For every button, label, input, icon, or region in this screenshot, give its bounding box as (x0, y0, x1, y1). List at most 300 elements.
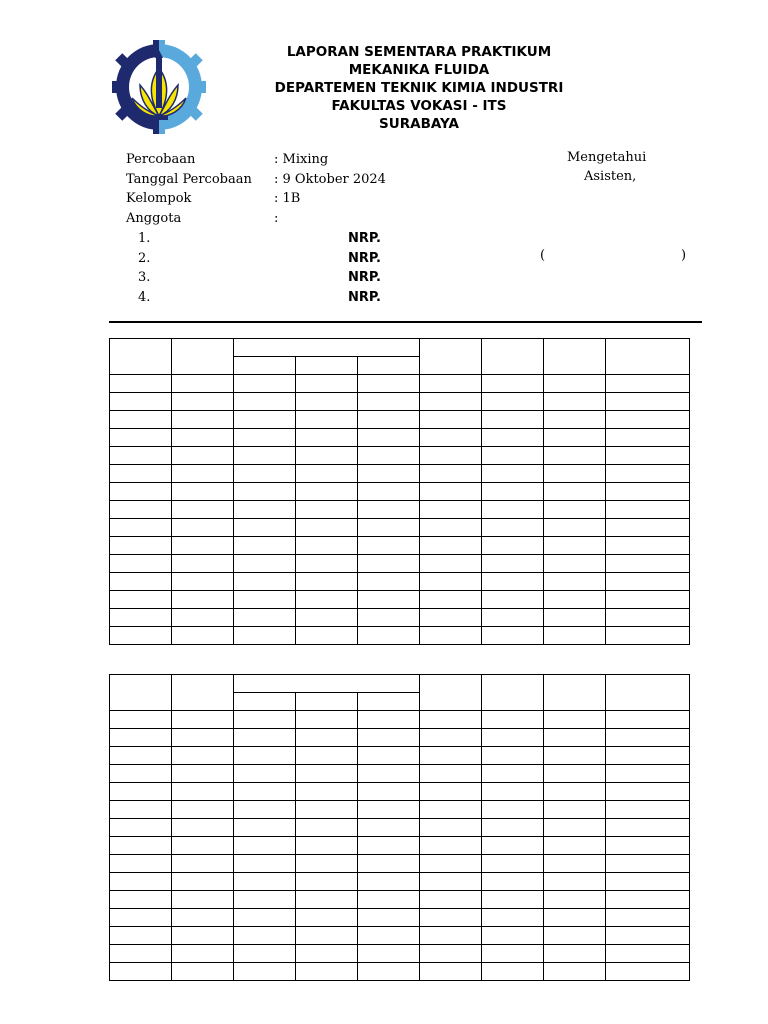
header-cell[interactable] (606, 675, 690, 711)
table-cell[interactable] (544, 783, 606, 801)
data-table-2 (109, 674, 690, 981)
table-cell[interactable] (172, 519, 234, 537)
table-cell[interactable] (234, 747, 296, 765)
table-cell[interactable] (544, 819, 606, 837)
table-cell[interactable] (172, 627, 234, 645)
table-cell[interactable] (420, 609, 482, 627)
table-cell[interactable] (296, 927, 358, 945)
table-cell[interactable] (172, 729, 234, 747)
header-cell[interactable] (172, 339, 234, 375)
table-cell[interactable] (544, 801, 606, 819)
table-cell[interactable] (420, 747, 482, 765)
table-cell[interactable] (482, 801, 544, 819)
table-cell[interactable] (420, 819, 482, 837)
table-cell[interactable] (110, 909, 172, 927)
table-cell[interactable] (482, 711, 544, 729)
table-cell[interactable] (110, 627, 172, 645)
subheader-cell[interactable] (234, 693, 296, 711)
table-cell[interactable] (544, 465, 606, 483)
table-cell[interactable] (420, 765, 482, 783)
table-cell[interactable] (482, 819, 544, 837)
table-cell[interactable] (358, 447, 420, 465)
table-cell[interactable] (482, 891, 544, 909)
table-cell[interactable] (110, 927, 172, 945)
table-cell[interactable] (234, 837, 296, 855)
table-cell[interactable] (544, 573, 606, 591)
table-cell[interactable] (296, 627, 358, 645)
table-cell[interactable] (296, 765, 358, 783)
table-cell[interactable] (606, 783, 690, 801)
table-cell[interactable] (606, 909, 690, 927)
table-cell[interactable] (358, 819, 420, 837)
table-cell[interactable] (606, 927, 690, 945)
table-cell[interactable] (544, 873, 606, 891)
table-cell[interactable] (358, 519, 420, 537)
table-cell[interactable] (172, 429, 234, 447)
table-cell[interactable] (606, 501, 690, 519)
table-cell[interactable] (358, 801, 420, 819)
table-cell[interactable] (606, 963, 690, 981)
table-row (110, 447, 690, 465)
table-cell[interactable] (358, 573, 420, 591)
table-cell[interactable] (358, 963, 420, 981)
table-cell[interactable] (544, 891, 606, 909)
table-cell[interactable] (234, 555, 296, 573)
table-cell[interactable] (110, 609, 172, 627)
table-cell[interactable] (358, 855, 420, 873)
table-cell[interactable] (358, 537, 420, 555)
table-cell[interactable] (482, 501, 544, 519)
table-cell[interactable] (234, 711, 296, 729)
table-cell[interactable] (296, 711, 358, 729)
table-cell[interactable] (110, 537, 172, 555)
table-cell[interactable] (358, 501, 420, 519)
table-cell[interactable] (172, 765, 234, 783)
table-cell[interactable] (606, 873, 690, 891)
table-cell[interactable] (606, 519, 690, 537)
table-cell[interactable] (296, 465, 358, 483)
table-cell[interactable] (420, 501, 482, 519)
table-cell[interactable] (110, 465, 172, 483)
table-cell[interactable] (358, 945, 420, 963)
table-cell[interactable] (296, 375, 358, 393)
table-cell[interactable] (110, 801, 172, 819)
table-cell[interactable] (482, 483, 544, 501)
table-cell[interactable] (358, 591, 420, 609)
table-cell[interactable] (606, 483, 690, 501)
table-cell[interactable] (606, 765, 690, 783)
table-row (110, 465, 690, 483)
table-cell[interactable] (172, 837, 234, 855)
table-cell[interactable] (110, 783, 172, 801)
table-cell[interactable] (482, 837, 544, 855)
table-cell[interactable] (296, 555, 358, 573)
table-cell[interactable] (234, 411, 296, 429)
table-cell[interactable] (358, 627, 420, 645)
table-cell[interactable] (172, 747, 234, 765)
table-cell[interactable] (420, 873, 482, 891)
table-cell[interactable] (296, 537, 358, 555)
table-cell[interactable] (172, 963, 234, 981)
table-cell[interactable] (110, 891, 172, 909)
table-cell[interactable] (172, 819, 234, 837)
table-cell[interactable] (110, 447, 172, 465)
table-cell[interactable] (358, 765, 420, 783)
table-cell[interactable] (544, 729, 606, 747)
table-cell[interactable] (544, 537, 606, 555)
table-cell[interactable] (482, 963, 544, 981)
header-cell[interactable] (482, 339, 544, 375)
table-cell[interactable] (234, 765, 296, 783)
table-cell[interactable] (606, 837, 690, 855)
table-cell[interactable] (296, 411, 358, 429)
table-cell[interactable] (482, 855, 544, 873)
table-cell[interactable] (606, 729, 690, 747)
table-cell[interactable] (172, 555, 234, 573)
table-cell[interactable] (482, 873, 544, 891)
table-cell[interactable] (420, 393, 482, 411)
table-cell[interactable] (234, 483, 296, 501)
table-cell[interactable] (420, 891, 482, 909)
table-cell[interactable] (358, 747, 420, 765)
table-cell[interactable] (420, 573, 482, 591)
table-cell[interactable] (420, 801, 482, 819)
table-cell[interactable] (420, 837, 482, 855)
table-cell[interactable] (420, 447, 482, 465)
table-cell[interactable] (606, 891, 690, 909)
table-cell[interactable] (296, 747, 358, 765)
header-cell[interactable] (110, 675, 172, 711)
table-cell[interactable] (172, 465, 234, 483)
table-cell[interactable] (296, 609, 358, 627)
table-cell[interactable] (358, 483, 420, 501)
table-cell[interactable] (482, 765, 544, 783)
table-cell[interactable] (482, 909, 544, 927)
table-cell[interactable] (544, 447, 606, 465)
table-row (110, 909, 690, 927)
table-cell[interactable] (296, 591, 358, 609)
table-cell[interactable] (606, 447, 690, 465)
table-cell[interactable] (110, 747, 172, 765)
table-cell[interactable] (482, 393, 544, 411)
table-cell[interactable] (296, 501, 358, 519)
table-cell[interactable] (544, 591, 606, 609)
table-cell[interactable] (110, 411, 172, 429)
table-cell[interactable] (172, 909, 234, 927)
table-cell[interactable] (296, 783, 358, 801)
subheader-cell[interactable] (296, 693, 358, 711)
table-cell[interactable] (110, 375, 172, 393)
header-group-cell[interactable] (234, 339, 420, 357)
table-cell[interactable] (482, 945, 544, 963)
tanggal-value: : 9 Oktober 2024 (274, 171, 386, 187)
table-cell[interactable] (482, 555, 544, 573)
header-cell[interactable] (606, 339, 690, 375)
table-cell[interactable] (420, 945, 482, 963)
table-cell[interactable] (296, 909, 358, 927)
table-cell[interactable] (234, 447, 296, 465)
table-cell[interactable] (482, 627, 544, 645)
table-cell[interactable] (420, 627, 482, 645)
table-cell[interactable] (234, 393, 296, 411)
table-cell[interactable] (420, 591, 482, 609)
table-cell[interactable] (234, 783, 296, 801)
table-cell[interactable] (544, 393, 606, 411)
table-cell[interactable] (420, 375, 482, 393)
table-cell[interactable] (358, 393, 420, 411)
table-row (110, 627, 690, 645)
table-cell[interactable] (234, 609, 296, 627)
table-cell[interactable] (110, 873, 172, 891)
table-cell[interactable] (544, 501, 606, 519)
table-cell[interactable] (234, 519, 296, 537)
table-cell[interactable] (358, 873, 420, 891)
table-cell[interactable] (482, 609, 544, 627)
table-cell[interactable] (544, 429, 606, 447)
table-cell[interactable] (234, 429, 296, 447)
table-cell[interactable] (358, 375, 420, 393)
table-cell[interactable] (544, 909, 606, 927)
table-cell[interactable] (110, 393, 172, 411)
table-cell[interactable] (358, 837, 420, 855)
table-cell[interactable] (358, 411, 420, 429)
table-cell[interactable] (482, 447, 544, 465)
table-cell[interactable] (544, 411, 606, 429)
table-cell[interactable] (544, 945, 606, 963)
table-cell[interactable] (606, 747, 690, 765)
table-cell[interactable] (544, 855, 606, 873)
table-cell[interactable] (482, 465, 544, 483)
table-cell[interactable] (234, 819, 296, 837)
table-cell[interactable] (420, 963, 482, 981)
table-cell[interactable] (358, 927, 420, 945)
table-cell[interactable] (606, 375, 690, 393)
table-cell[interactable] (296, 573, 358, 591)
table-cell[interactable] (234, 945, 296, 963)
header-cell[interactable] (420, 339, 482, 375)
table-cell[interactable] (606, 945, 690, 963)
table-cell[interactable] (234, 927, 296, 945)
table-cell[interactable] (544, 837, 606, 855)
table-cell[interactable] (172, 927, 234, 945)
table-cell[interactable] (234, 627, 296, 645)
table-cell[interactable] (420, 465, 482, 483)
table-cell[interactable] (482, 537, 544, 555)
table-cell[interactable] (296, 873, 358, 891)
table-cell[interactable] (482, 573, 544, 591)
header-cell[interactable] (110, 339, 172, 375)
table-cell[interactable] (358, 555, 420, 573)
table-cell[interactable] (606, 555, 690, 573)
table-cell[interactable] (110, 483, 172, 501)
table-cell[interactable] (420, 855, 482, 873)
table-cell[interactable] (110, 555, 172, 573)
header-group-cell[interactable] (234, 675, 420, 693)
table-cell[interactable] (420, 519, 482, 537)
table-cell[interactable] (296, 837, 358, 855)
table-row (110, 609, 690, 627)
table-cell[interactable] (234, 465, 296, 483)
table-cell[interactable] (358, 609, 420, 627)
table-cell[interactable] (172, 393, 234, 411)
subheader-cell[interactable] (296, 357, 358, 375)
subheader-cell[interactable] (358, 357, 420, 375)
table-cell[interactable] (420, 729, 482, 747)
subheader-cell[interactable] (358, 693, 420, 711)
table-cell[interactable] (296, 945, 358, 963)
table-cell[interactable] (606, 609, 690, 627)
table-cell[interactable] (296, 729, 358, 747)
table-cell[interactable] (172, 501, 234, 519)
table-cell[interactable] (482, 783, 544, 801)
table-cell[interactable] (296, 963, 358, 981)
table-cell[interactable] (606, 537, 690, 555)
table-cell[interactable] (234, 501, 296, 519)
table-cell[interactable] (482, 729, 544, 747)
table-cell[interactable] (358, 909, 420, 927)
table-cell[interactable] (172, 573, 234, 591)
table-cell[interactable] (110, 963, 172, 981)
table-cell[interactable] (544, 609, 606, 627)
table-cell[interactable] (172, 447, 234, 465)
table-cell[interactable] (420, 429, 482, 447)
table-cell[interactable] (110, 729, 172, 747)
header-cell[interactable] (172, 675, 234, 711)
table-cell[interactable] (172, 537, 234, 555)
table-cell[interactable] (420, 555, 482, 573)
table-cell[interactable] (420, 909, 482, 927)
table-cell[interactable] (172, 609, 234, 627)
table-cell[interactable] (172, 411, 234, 429)
table-cell[interactable] (234, 375, 296, 393)
table-cell[interactable] (482, 591, 544, 609)
table-row (110, 501, 690, 519)
table-cell[interactable] (110, 765, 172, 783)
table-cell[interactable] (482, 747, 544, 765)
table-cell[interactable] (544, 519, 606, 537)
table-cell[interactable] (296, 855, 358, 873)
table-cell[interactable] (358, 783, 420, 801)
table-cell[interactable] (110, 837, 172, 855)
table-cell[interactable] (606, 627, 690, 645)
table-cell[interactable] (172, 873, 234, 891)
subheader-cell[interactable] (234, 357, 296, 375)
table-cell[interactable] (606, 855, 690, 873)
table-cell[interactable] (544, 375, 606, 393)
table-cell[interactable] (110, 945, 172, 963)
table-cell[interactable] (110, 819, 172, 837)
table-cell[interactable] (234, 591, 296, 609)
table-cell[interactable] (606, 465, 690, 483)
table-cell[interactable] (172, 483, 234, 501)
table-cell[interactable] (110, 519, 172, 537)
table-cell[interactable] (544, 963, 606, 981)
table-cell[interactable] (358, 465, 420, 483)
table-cell[interactable] (172, 855, 234, 873)
table-cell[interactable] (234, 573, 296, 591)
table-cell[interactable] (172, 591, 234, 609)
header-cell[interactable] (420, 675, 482, 711)
table-cell[interactable] (420, 483, 482, 501)
table-cell[interactable] (234, 909, 296, 927)
table-cell[interactable] (110, 573, 172, 591)
table-cell[interactable] (234, 963, 296, 981)
table-cell[interactable] (606, 801, 690, 819)
table-cell[interactable] (544, 747, 606, 765)
table-cell[interactable] (296, 891, 358, 909)
table-cell[interactable] (544, 555, 606, 573)
table-cell[interactable] (296, 447, 358, 465)
table-cell[interactable] (296, 429, 358, 447)
table-cell[interactable] (110, 501, 172, 519)
table-cell[interactable] (358, 711, 420, 729)
table-cell[interactable] (544, 765, 606, 783)
header-cell[interactable] (544, 339, 606, 375)
table-cell[interactable] (234, 729, 296, 747)
table-cell[interactable] (234, 801, 296, 819)
table-cell[interactable] (234, 537, 296, 555)
table-cell[interactable] (358, 891, 420, 909)
table-cell[interactable] (420, 927, 482, 945)
table-cell[interactable] (296, 819, 358, 837)
table-cell[interactable] (606, 573, 690, 591)
table-cell[interactable] (544, 711, 606, 729)
table-cell[interactable] (358, 729, 420, 747)
table-cell[interactable] (296, 519, 358, 537)
table-cell[interactable] (172, 375, 234, 393)
table-cell[interactable] (606, 819, 690, 837)
table-cell[interactable] (420, 411, 482, 429)
table-cell[interactable] (296, 483, 358, 501)
header-line-3: DEPARTEMEN TEKNIK KIMIA INDUSTRI (274, 80, 564, 96)
table-cell[interactable] (234, 855, 296, 873)
table-row (110, 537, 690, 555)
table-cell[interactable] (606, 393, 690, 411)
table-cell[interactable] (482, 429, 544, 447)
table-cell[interactable] (606, 429, 690, 447)
table-cell[interactable] (544, 927, 606, 945)
table-cell[interactable] (110, 429, 172, 447)
table-cell[interactable] (482, 375, 544, 393)
table-cell[interactable] (544, 627, 606, 645)
table-cell[interactable] (172, 711, 234, 729)
table-cell[interactable] (482, 927, 544, 945)
table-cell[interactable] (172, 945, 234, 963)
table-cell[interactable] (172, 891, 234, 909)
table-cell[interactable] (606, 411, 690, 429)
table-cell[interactable] (606, 711, 690, 729)
table-cell[interactable] (296, 801, 358, 819)
table-cell[interactable] (110, 711, 172, 729)
table-cell[interactable] (420, 783, 482, 801)
table-cell[interactable] (482, 411, 544, 429)
table-cell[interactable] (172, 783, 234, 801)
table-cell[interactable] (110, 591, 172, 609)
table-cell[interactable] (606, 591, 690, 609)
table-cell[interactable] (544, 483, 606, 501)
table-cell[interactable] (234, 891, 296, 909)
table-cell[interactable] (172, 801, 234, 819)
table-cell[interactable] (234, 873, 296, 891)
header-cell[interactable] (482, 675, 544, 711)
table-cell[interactable] (482, 519, 544, 537)
table-cell[interactable] (110, 855, 172, 873)
table-cell[interactable] (420, 711, 482, 729)
table-cell[interactable] (296, 393, 358, 411)
table-cell[interactable] (420, 537, 482, 555)
header-cell[interactable] (544, 675, 606, 711)
table-cell[interactable] (358, 429, 420, 447)
